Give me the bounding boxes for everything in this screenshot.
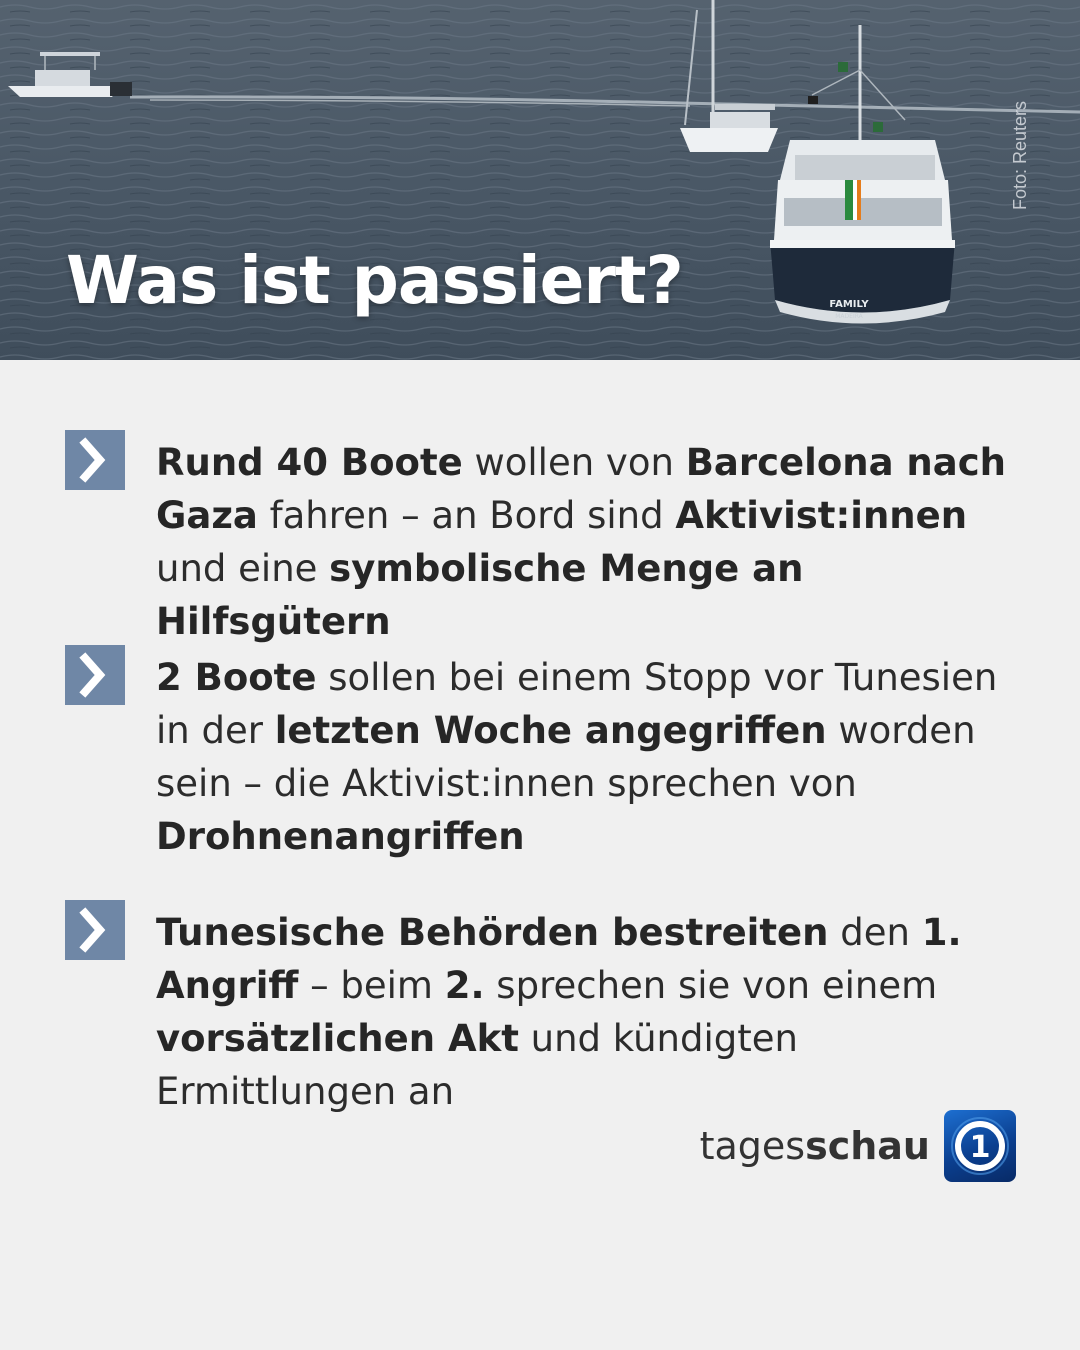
text-segment: wollen von	[462, 441, 686, 484]
bold-text-segment: Barcelona nach Gaza	[156, 441, 1007, 537]
boat-name-label: FAMILY	[829, 299, 869, 310]
text-segment: – beim	[298, 964, 445, 1007]
bullet-marker	[65, 900, 125, 960]
bold-text-segment: symbolische Menge an Hilfsgütern	[156, 547, 804, 643]
logo-number: 1	[969, 1130, 991, 1165]
bold-text-segment: 1. Angriff	[156, 911, 962, 1007]
text-segment: sollen bei einem Stopp vor Tunesien in der	[156, 656, 998, 752]
bullet-marker	[65, 645, 125, 705]
list-item-text	[156, 651, 1036, 863]
bold-text-segment: vorsätzlichen Akt	[156, 1017, 519, 1060]
list-item-text	[156, 436, 1036, 648]
boat-port-label: MADEIRA	[835, 313, 863, 320]
text-segment: den	[828, 911, 922, 954]
chevron-right-icon	[65, 645, 125, 705]
brand-wordmark	[700, 1124, 930, 1168]
bold-text-segment: Aktivist:innen	[675, 494, 968, 537]
brand-text-bold: schau	[805, 1124, 930, 1168]
bold-text-segment: Drohnenangriffen	[156, 815, 525, 858]
photo-credit: Foto: Reuters	[1010, 100, 1030, 210]
header-photo	[0, 0, 1080, 360]
brand-logo	[700, 1110, 1016, 1182]
text-segment: fahren – an Bord sind	[257, 494, 676, 537]
chevron-right-icon	[65, 900, 125, 960]
brand-text-regular: tages	[699, 1124, 806, 1168]
bold-text-segment: Tunesische Behörden bestreiten	[156, 911, 829, 954]
text-segment: und eine	[156, 547, 330, 590]
bold-text-segment: Rund 40 Boote	[156, 441, 463, 484]
bold-text-segment: letzten Woche angegriffen	[274, 709, 827, 752]
text-segment: sprechen sie von einem	[484, 964, 938, 1007]
list-item-text	[156, 906, 1036, 1118]
page-title: Was ist passiert?	[66, 242, 683, 319]
text-segment: und kündigten Ermittlungen an	[156, 1017, 798, 1113]
ard-one-logo-icon	[944, 1110, 1016, 1182]
text-segment: worden sein – die Aktivist:innen sprechen von	[156, 709, 976, 805]
bullet-marker	[65, 430, 125, 490]
chevron-right-icon	[65, 430, 125, 490]
bold-text-segment: 2.	[444, 964, 485, 1007]
bold-text-segment: 2 Boote	[156, 656, 317, 699]
